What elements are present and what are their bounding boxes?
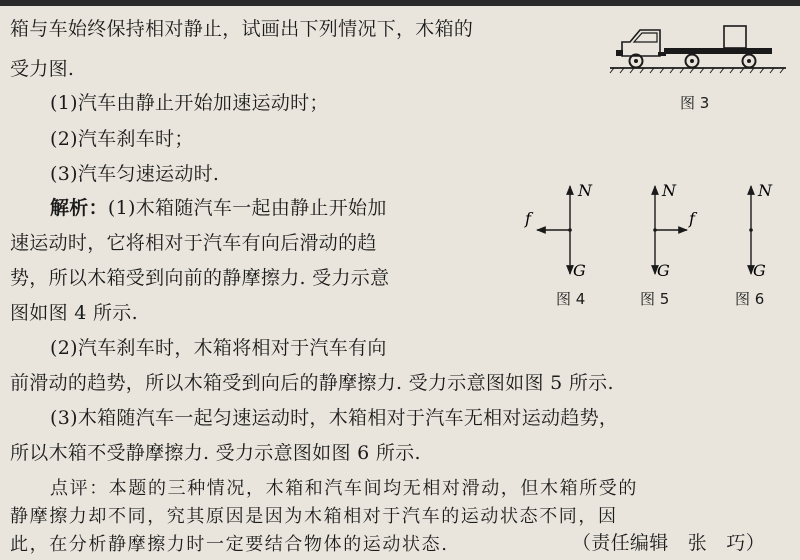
fig5-label-g: G (657, 261, 670, 280)
p3-line-1: (3)木箱随汽车一起匀速运动时，木箱相对于汽车无相对运动趋势， (50, 407, 619, 429)
figure-3-truck (608, 12, 788, 74)
figure-5-caption: 图 5 (640, 290, 670, 308)
text-line-1: 箱与车始终保持相对静止，试画出下列情况下，木箱的 (10, 18, 474, 40)
figure-4-force-diagram (524, 181, 593, 280)
truck-bed (664, 48, 772, 54)
analysis-line-4: 图如图 4 所示. (10, 302, 138, 324)
p2-line-2: 前滑动的趋势，所以木箱受到向后的静摩擦力. 受力示意图如图 5 所示. (10, 372, 614, 394)
comment-line-1: 点评：本题的三种情况，木箱和汽车间均无相对滑动，但木箱所受的 (50, 478, 638, 499)
fig6-label-g: G (753, 261, 766, 280)
editor-credit: （责任编辑 张 巧） (572, 532, 766, 554)
p3-line-2: 所以木箱不受静摩擦力. 受力示意图如图 6 所示. (10, 442, 421, 464)
fig5-label-n: N (662, 181, 676, 200)
fig4-label-n: N (578, 181, 592, 200)
figure-6-force-diagram (749, 181, 773, 280)
comment-line-2: 静摩擦力却不同，究其原因是因为木箱相对于汽车的运动状态不同，因 (10, 506, 618, 527)
analysis-label: 解析： (50, 197, 108, 219)
figure-6-caption: 图 6 (735, 290, 765, 308)
comment-line-3: 此，在分析静摩擦力时一定要结合物体的运动状态. (10, 534, 449, 555)
figure-4-caption: 图 4 (556, 290, 586, 308)
case-2: (2)汽车刹车时； (50, 128, 194, 150)
top-border (0, 0, 800, 6)
case-3: (3)汽车匀速运动时. (50, 163, 220, 185)
truck-coupling (658, 52, 666, 56)
case-1: (1)汽车由静止开始加速运动时； (50, 92, 329, 114)
force-diagrams (515, 180, 795, 280)
fig5-label-f: f (689, 209, 695, 228)
analysis-text-1: (1)木箱随汽车一起由静止开始加 (107, 197, 387, 219)
truck-cab (616, 30, 660, 56)
wooden-box (724, 26, 746, 48)
analysis-line-1 (50, 197, 387, 219)
fig4-label-f: f (525, 209, 531, 228)
p2-line-1: (2)汽车刹车时，木箱将相对于汽车有向 (50, 337, 387, 359)
analysis-line-3: 势，所以木箱受到向前的静摩擦力. 受力示意 (10, 267, 390, 289)
text-line-2: 受力图. (10, 58, 75, 80)
analysis-line-2: 速运动时，它将相对于汽车有向后滑动的趋 (10, 232, 377, 254)
figure-3-caption: 图 3 (680, 94, 710, 112)
fig6-label-n: N (758, 181, 772, 200)
fig4-label-g: G (573, 261, 586, 280)
figure-5-force-diagram (653, 181, 698, 280)
